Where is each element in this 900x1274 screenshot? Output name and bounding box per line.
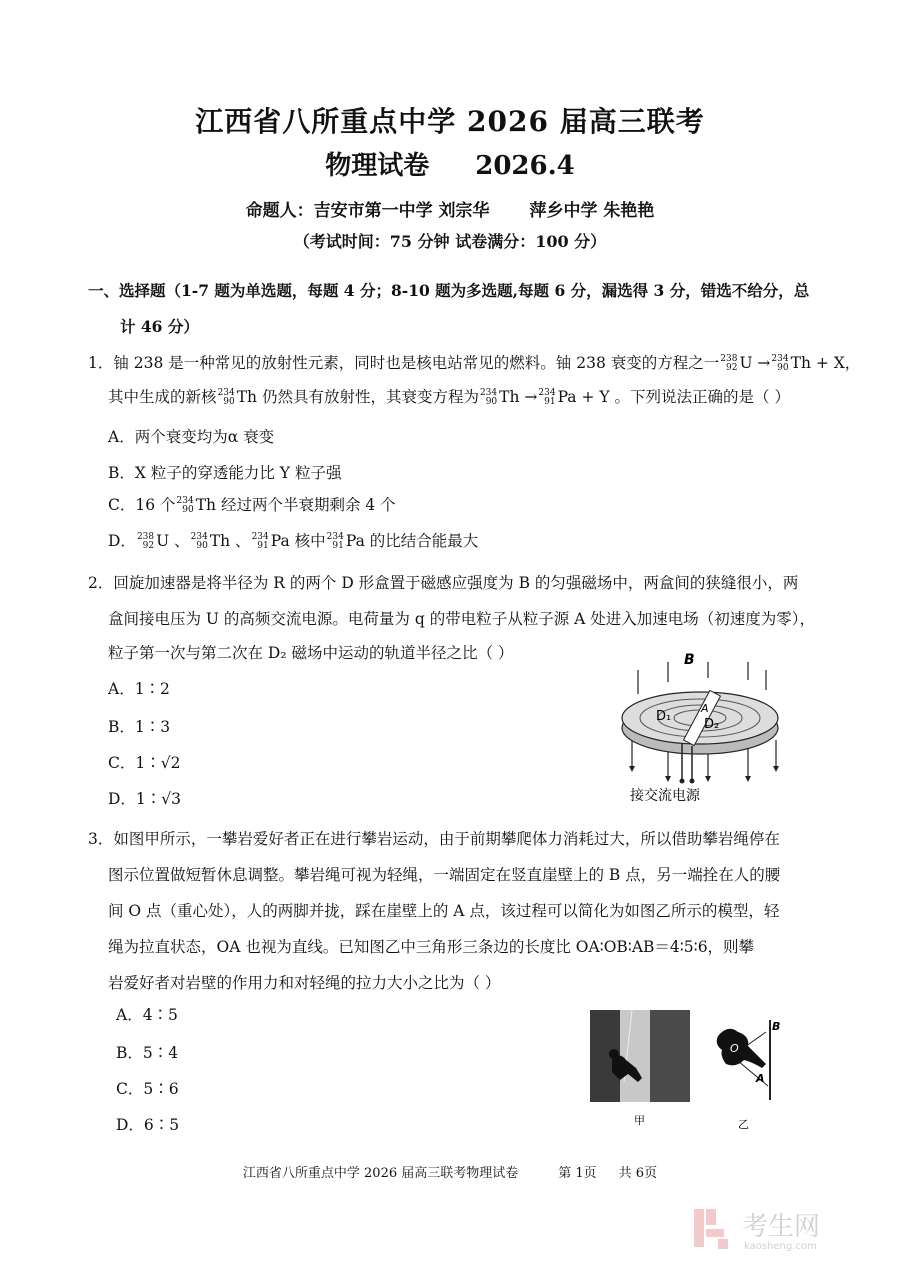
q3-line1: 3．如图甲所示，一攀岩爱好者正在进行攀岩运动，由于前期攀爬体力消耗过大，所以借助攀岩绳停在: [88, 830, 780, 848]
section-heading-line1: 一、选择题（1-7 题为单选题，每题 4 分；8-10 题为多选题,每题 6 分，漏选得 3 分，错选不给分，总: [88, 281, 810, 300]
q2-line1: 2．回旋加速器是将半径为 R 的两个 D 形盒置于磁感应强度为 B 的匀强磁场中，两盒间的狭缝很小，两: [88, 574, 799, 592]
mass-number: 234: [176, 496, 194, 506]
footer-title: 江西省八所重点中学 2026 届高三联考物理试卷: [242, 1166, 519, 1181]
nuclide-u238: [137, 533, 155, 551]
mass-number: 234: [771, 354, 789, 364]
mass-number: 234: [326, 532, 344, 542]
q1-option-d: [108, 530, 478, 552]
atomic-number: 90: [223, 397, 235, 407]
q3-line2: 图示位置做短暂休息调整。攀岩绳可视为轻绳，一端固定在竖直崖壁上的 B 点，另一端拴在人的腰: [108, 866, 781, 884]
page-number: 第 1页: [558, 1166, 597, 1181]
q3-option-c: C．5∶6: [116, 1080, 179, 1098]
watermark-url: kaosheng.com: [744, 1241, 817, 1252]
nuclide-pa234: [252, 533, 270, 551]
nuclide-th234: [218, 389, 236, 407]
q1-option-a: A．两个衰变均为α 衰变: [108, 428, 275, 446]
exam-date: 2026.4: [475, 151, 575, 181]
mass-number: 234: [190, 532, 208, 542]
q1-line1: [88, 352, 860, 374]
q1-option-b: B．X 粒子的穿透能力比 Y 粒子强: [108, 464, 342, 482]
d2-label: D₂: [704, 717, 720, 732]
atomic-number: 91: [332, 541, 344, 551]
mass-number: 238: [136, 532, 155, 542]
watermark-cn: 考生网: [742, 1212, 821, 1242]
option-text: U 、: [156, 532, 190, 550]
atomic-number: 92: [725, 363, 738, 373]
section-heading-line2: 计 46 分）: [120, 317, 199, 336]
cyclotron-figure: [608, 650, 798, 805]
climber-model-figure: [712, 1018, 802, 1134]
q2-line2: 盒间接电压为 U 的高频交流电源。电荷量为 q 的带电粒子从粒子源 A 处进入加速电场（初速度为零），: [108, 610, 815, 628]
subject-title: 物理试卷: [325, 151, 430, 181]
option-text: C．16 个: [108, 496, 176, 514]
q1-stem-text: Pa + Y 。下列说法正确的是（ ）: [557, 388, 790, 406]
author-2: 萍乡中学 朱艳艳: [529, 201, 655, 221]
option-text: D．: [108, 532, 136, 550]
exam-info: （考试时间：75 分钟 试卷满分：100 分）: [293, 232, 607, 251]
option-text: Pa 的比结合能最大: [345, 532, 479, 550]
atomic-number: 92: [142, 541, 155, 551]
q3-option-d: D．6∶5: [116, 1116, 180, 1134]
nuclide-pa234: [327, 533, 345, 551]
page-total: 共 6页: [618, 1166, 658, 1181]
q1-eq-part: U →: [739, 354, 771, 372]
point-b-label: B: [772, 1020, 781, 1033]
q1-stem-text: 其中生成的新核: [108, 388, 217, 406]
mass-number: 238: [720, 354, 738, 364]
q3-option-b: B．5∶4: [116, 1044, 179, 1062]
page-footer: [0, 1162, 900, 1181]
q1-stem-text: 1．铀 238 是一种常见的放射性元素，同时也是核电站常见的燃料。铀 238 衰变的方程之一: [88, 354, 720, 372]
q1-stem-text: Th 仍然具有放射性，其衰变方程为: [236, 388, 479, 406]
q2-line3: 粒子第一次与第二次在 D₂ 磁场中运动的轨道半径之比（ ）: [108, 644, 514, 662]
atomic-number: 90: [196, 541, 208, 551]
nuclide-th234: [480, 389, 498, 407]
subject-line: [0, 145, 900, 182]
ac-source-caption: 接交流电源: [630, 788, 700, 804]
climber-photo-figure: [590, 1010, 690, 1132]
option-text: Pa 核中: [270, 532, 326, 550]
option-text: Th 经过两个半衰期剩余 4 个: [195, 496, 396, 514]
figure-yi-label: 乙: [738, 1118, 749, 1131]
nuclide-pa234: [538, 389, 556, 407]
q2-option-a: A．1∶2: [108, 680, 170, 698]
q1-eq-part: Th →: [499, 388, 538, 406]
option-text: Th 、: [209, 532, 251, 550]
q3-line3: 间 O 点（重心处），人的两脚并拢，踩在崖壁上的 A 点，该过程可以简化为如图乙所示的模型，轻: [108, 902, 780, 920]
mass-number: 234: [479, 388, 498, 398]
q1-eq-part: Th + X，: [790, 354, 861, 372]
author-1: 命题人：吉安市第一中学 刘宗华: [245, 201, 490, 221]
q1-option-c: [108, 494, 396, 516]
q1-line2: [108, 386, 790, 408]
q3-option-a: A．4∶5: [116, 1006, 178, 1024]
exam-title: 江西省八所重点中学 2026 届高三联考: [195, 105, 705, 138]
authors-line: [0, 196, 900, 221]
q3-line5: 岩爱好者对岩壁的作用力和对轻绳的拉力大小之比为（ ）: [108, 974, 501, 992]
q2-option-b: B．1∶3: [108, 718, 171, 736]
q2-option-d: D．1∶√3: [108, 790, 182, 808]
atomic-number: 90: [777, 363, 789, 373]
nuclide-u238: [720, 355, 738, 373]
d1-label: D₁: [656, 709, 672, 724]
mass-number: 234: [538, 388, 556, 398]
q3-line4: 绳为拉直状态，OA 也视为直线。已知图乙中三角形三条边的长度比 OA∶OB∶AB＝4∶5∶6，则攀: [108, 938, 755, 956]
watermark-logo: [692, 1205, 872, 1253]
mass-number: 234: [217, 388, 235, 398]
field-label-b: B: [684, 652, 695, 668]
source-label-a: A: [701, 702, 709, 715]
nuclide-th234: [177, 497, 195, 515]
q2-option-c: C．1∶√2: [108, 754, 181, 772]
mass-number: 234: [251, 532, 269, 542]
atomic-number: 91: [257, 541, 269, 551]
nuclide-th234: [771, 355, 789, 373]
nuclide-th234: [191, 533, 209, 551]
point-a-label: A: [756, 1072, 765, 1085]
atomic-number: 91: [544, 397, 556, 407]
atomic-number: 90: [485, 397, 498, 407]
point-o-label: O: [730, 1042, 739, 1055]
figure-jia-label: 甲: [634, 1114, 645, 1127]
atomic-number: 90: [182, 505, 194, 515]
